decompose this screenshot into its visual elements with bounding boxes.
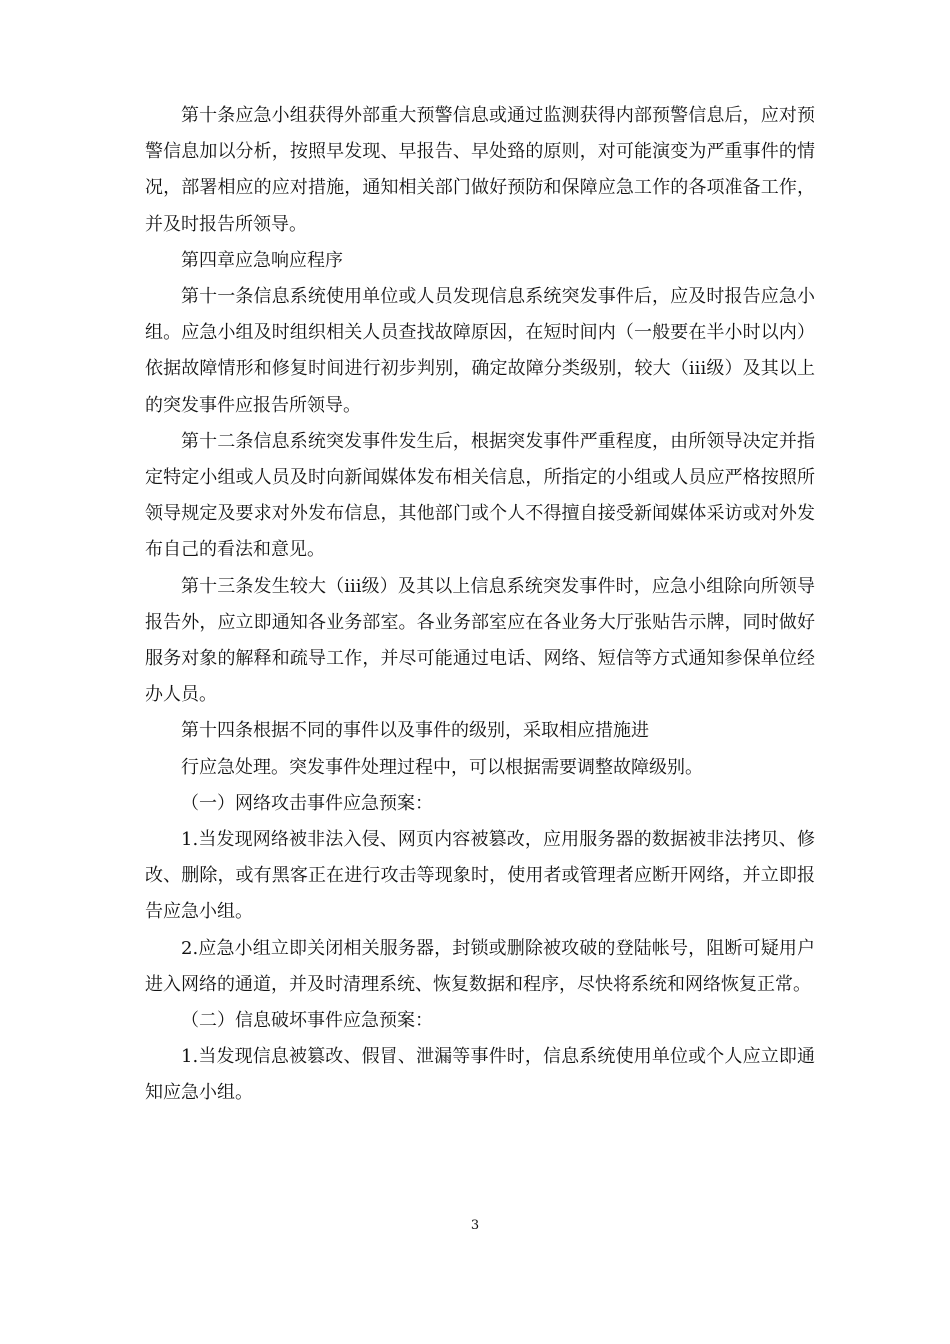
paragraph-article-14: 第十四条根据不同的事件以及事件的级别，采取相应措施进 (181, 720, 649, 742)
document-body (145, 98, 815, 1112)
paragraph-article-14-continued: 行应急处理。突发事件处理过程中，可以根据需要调整故障级别。 (181, 756, 703, 778)
paragraph-article-13: 第十三条发生较大（iii级）及其以上信息系统突发事件时，应急小组除向所领导报告外，应立即通知各业务部室。各业务部室应在各业务大厅张贴告示牌，同时做好服务对象的解释和疏导工作，并尽可能通过电话、网络、短信等方式通知参保单位经办人员。 (145, 575, 815, 706)
chapter-heading-4: 第四章应急响应程序 (181, 249, 343, 271)
list-item-information-damage-1: 1.当发现信息被篡改、假冒、泄漏等事件时，信息系统使用单位或个人应立即通知应急小组。 (145, 1046, 815, 1104)
paragraph-article-10: 第十条应急小组获得外部重大预警信息或通过监测获得内部预警信息后，应对预警信息加以分析，按照早发现、早报告、早处臵的原则，对可能演变为严重事件的情况，部署相应的应对措施，通知相关部门做好预防和保障应急工作的各项准备工作，并及时报告所领导。 (145, 105, 815, 235)
page-number: 3 (470, 1218, 480, 1233)
paragraph-article-11: 第十一条信息系统使用单位或人员发现信息系统突发事件后，应及时报告应急小组。应急小组及时组织相关人员查找故障原因，在短时间内（一般要在半小时以内）依据故障情形和修复时间进行初步判别，确定故障分类级别，较大（iii级）及其以上的突发事件应报告所领导。 (145, 286, 815, 416)
list-item-network-attack-1: 1.当发现网络被非法入侵、网页内容被篡改，应用服务器的数据被非法拷贝、修改、删除，或有黑客正在进行攻击等现象时，使用者或管理者应断开网络，并立即报告应急小组。 (145, 829, 815, 923)
paragraph-article-12: 第十二条信息系统突发事件发生后，根据突发事件严重程度，由所领导决定并指定特定小组或人员及时向新闻媒体发布相关信息，所指定的小组或人员应严格按照所领导规定及要求对外发布信息，其他部门或个人不得擅自接受新闻媒体采访或对外发布自己的看法和意见。 (145, 430, 815, 561)
list-item-network-attack-2: 2.应急小组立即关闭相关服务器，封锁或删除被攻破的登陆帐号，阻断可疑用户进入网络的通道，并及时清理系统、恢复数据和程序，尽快将系统和网络恢复正常。 (145, 937, 815, 995)
section-heading-information-damage: （二）信息破坏事件应急预案： (181, 1010, 433, 1032)
section-heading-network-attack: （一）网络攻击事件应急预案： (181, 792, 433, 814)
